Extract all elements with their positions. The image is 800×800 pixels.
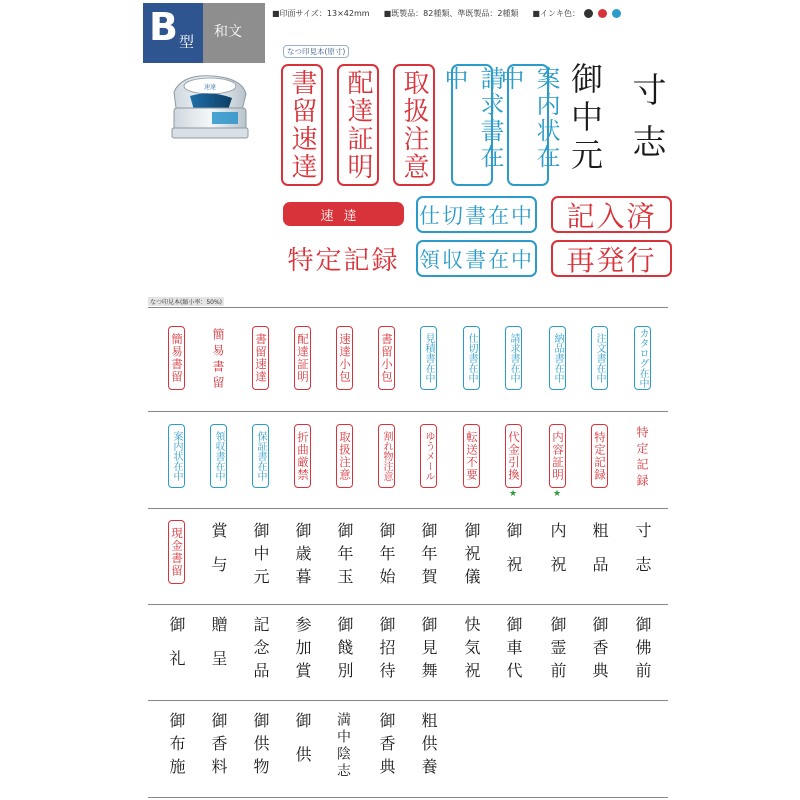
stamp-text: 御車代 bbox=[504, 616, 523, 685]
small-stamp: カタログ在中 bbox=[634, 326, 651, 390]
small-stamp: 取扱注意 bbox=[336, 424, 353, 488]
stamp-text: 御祝儀 bbox=[462, 522, 481, 591]
big-stamp-toriatsukai-chui: 取扱注意 bbox=[393, 64, 435, 186]
big-stamp-kakitome-sokutatsu: 書留速達 bbox=[281, 64, 323, 186]
ink-dot bbox=[612, 9, 621, 18]
divider bbox=[148, 307, 668, 308]
stamp-text: 御年始 bbox=[377, 522, 396, 591]
ink-dot bbox=[598, 9, 607, 18]
small-stamp: 簡易書留 bbox=[168, 326, 185, 390]
big-stamp-kinyuzumi: 記入済 bbox=[551, 196, 672, 233]
ink-dot bbox=[584, 9, 593, 18]
stamp-text: 御年賀 bbox=[419, 522, 438, 591]
category-label: 和文 bbox=[214, 24, 242, 40]
stamp-text: 粗供養 bbox=[419, 712, 438, 781]
type-suffix: 型 bbox=[179, 33, 195, 51]
big-stamp-saihakko: 再発行 bbox=[551, 240, 672, 277]
divider bbox=[148, 411, 668, 412]
small-stamp: 書留速達 bbox=[252, 326, 269, 390]
stamp-text: 参加賞 bbox=[293, 616, 312, 685]
category-badge bbox=[203, 3, 265, 63]
small-stamp: 案内状在中 bbox=[168, 424, 185, 488]
small-stamp: 仕切書在中 bbox=[463, 326, 480, 390]
stamp-text: 快気祝 bbox=[462, 616, 481, 685]
big-stamp-annaijo-zaichu: 案内状在中 bbox=[507, 64, 549, 186]
big-stamp-shikirisho-zaichu: 仕切書在中 bbox=[416, 196, 537, 233]
stamp-text: 寸志 bbox=[633, 522, 652, 590]
stamp-text: 御見舞 bbox=[419, 616, 438, 685]
small-stamp: 請求書在中 bbox=[505, 326, 522, 390]
small-stamp: 納品書在中 bbox=[549, 326, 566, 390]
stamp-text: 御供 bbox=[293, 712, 312, 780]
big-stamp-sunshi: 寸志 bbox=[626, 72, 666, 176]
star-mark: ★ bbox=[509, 489, 518, 499]
stamp-text: 御布施 bbox=[167, 712, 186, 781]
small-stamp: 速達小包 bbox=[336, 326, 353, 390]
divider bbox=[148, 508, 668, 509]
small-stamp: 内容証明 bbox=[549, 424, 566, 488]
small-stamp: 割れ物注意 bbox=[378, 424, 395, 488]
big-stamp-sokutatsu-filled: 速達 bbox=[283, 202, 404, 226]
small-stamp: 現金書留 bbox=[168, 520, 185, 584]
small-stamp: 書留小包 bbox=[378, 326, 395, 390]
stamp-text: 御香料 bbox=[209, 712, 228, 781]
stamp-text: 賞与 bbox=[209, 522, 228, 590]
small-stamp: 領収書在中 bbox=[210, 424, 227, 488]
stamp-text: 御礼 bbox=[167, 616, 186, 684]
small-stamp: ゆうメール bbox=[420, 424, 437, 488]
big-stamp-haitatsu-shomei: 配達証明 bbox=[337, 64, 379, 186]
stamp-text: 御餞別 bbox=[335, 616, 354, 685]
divider bbox=[148, 700, 668, 701]
big-stamp-ryoshusho-zaichu: 領収書在中 bbox=[416, 240, 537, 277]
type-badge bbox=[143, 3, 203, 63]
small-stamp: 配達証明 bbox=[294, 326, 311, 390]
reduced-size-label: なつ印見本(縮小率：50%) bbox=[150, 299, 223, 306]
small-stamp: 簡易書留 bbox=[211, 328, 225, 392]
big-stamp-tokutei-kiroku: 特定記録 bbox=[287, 246, 400, 276]
stamp-text: 御歳暮 bbox=[293, 522, 312, 591]
stamp-text: 内祝 bbox=[548, 522, 567, 590]
stamp-text: 満中陰志 bbox=[335, 712, 351, 780]
divider bbox=[148, 604, 668, 605]
big-stamp-seikyusho-zaichu: 請求書在中 bbox=[451, 64, 493, 186]
stamp-product-image bbox=[162, 70, 257, 155]
stamp-text: 御供物 bbox=[251, 712, 270, 781]
stamp-text: 御香典 bbox=[377, 712, 396, 781]
spec-models: ■既製品：82種類、準既製品：2種類 bbox=[383, 9, 519, 18]
actual-size-label: なつ印見本(原寸) bbox=[283, 45, 349, 58]
stamp-text: 御香典 bbox=[590, 616, 609, 685]
divider bbox=[148, 797, 668, 798]
stamp-text: 記念品 bbox=[251, 616, 270, 685]
small-stamp: 特定記録 bbox=[591, 424, 608, 488]
small-stamp: 代金引換 bbox=[505, 424, 522, 488]
spec-size: ■印面サイズ：13×42mm bbox=[272, 9, 370, 18]
stamp-text: 御霊前 bbox=[548, 616, 567, 685]
stamp-text: 贈呈 bbox=[209, 616, 228, 684]
stamp-text: 粗品 bbox=[590, 522, 609, 590]
ink-color-dots bbox=[584, 9, 621, 18]
type-letter: B bbox=[149, 5, 178, 49]
stamp-text: 御年玉 bbox=[335, 522, 354, 591]
small-stamp: 折曲厳禁 bbox=[294, 424, 311, 488]
small-stamp: 見積書在中 bbox=[420, 326, 437, 390]
star-mark: ★ bbox=[553, 489, 562, 499]
big-stamp-ochugen: 御中元 bbox=[566, 62, 604, 176]
spec-line bbox=[272, 8, 621, 19]
stamp-text: 御佛前 bbox=[633, 616, 652, 685]
stamp-text: 御招待 bbox=[377, 616, 396, 685]
stamp-text: 御祝 bbox=[504, 522, 523, 590]
small-stamp: 注文書在中 bbox=[591, 326, 608, 390]
small-stamp: 保証書在中 bbox=[252, 424, 269, 488]
small-stamp: 転送不要 bbox=[463, 424, 480, 488]
spec-ink: ■インキ色： bbox=[532, 9, 580, 18]
stamp-text: 御中元 bbox=[251, 522, 270, 591]
svg-text:速達: 速達 bbox=[203, 84, 217, 91]
small-stamp: 特定記録 bbox=[635, 426, 649, 490]
